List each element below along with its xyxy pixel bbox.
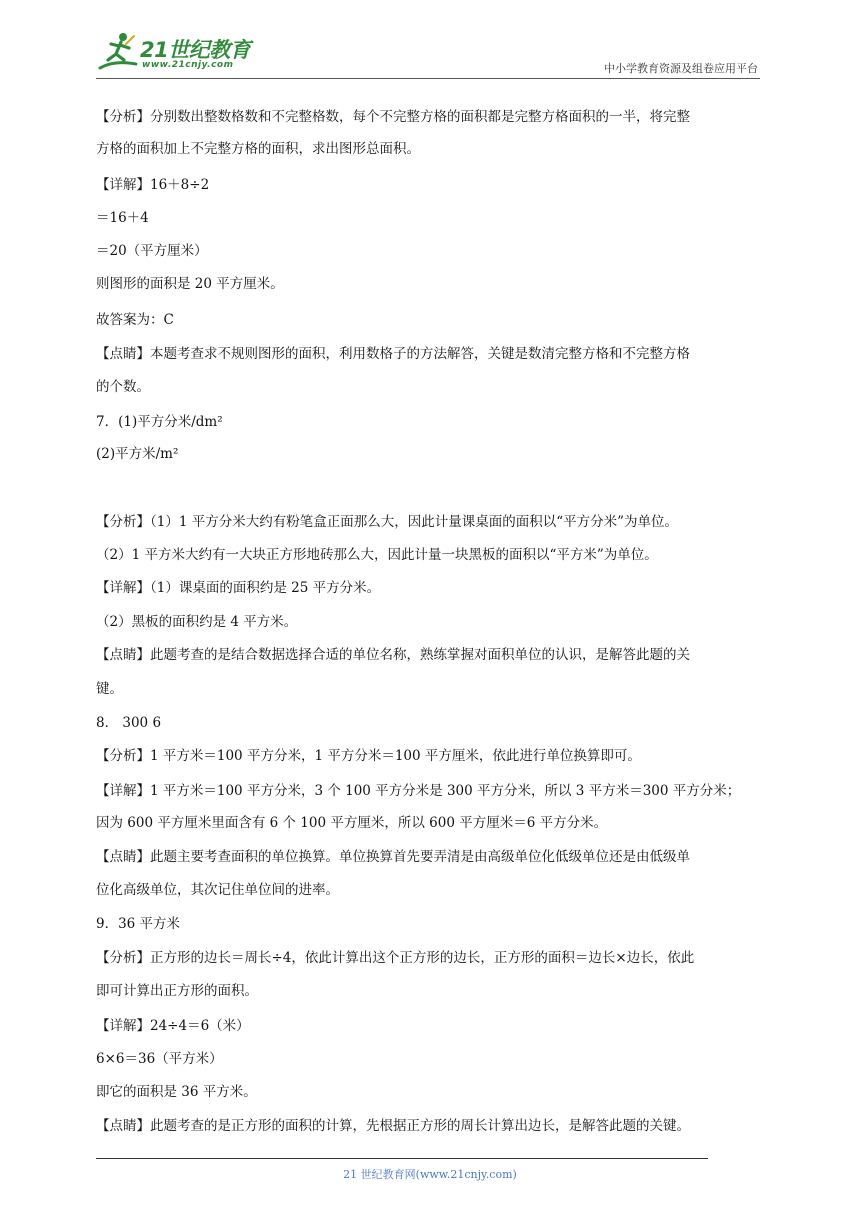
text-line: ＝20（平方厘米） bbox=[96, 243, 208, 259]
text-line: 【点睛】此题主要考查面积的单位换算。单位换算首先要弄清是由高级单位化低级单位还是由低级单 bbox=[96, 849, 690, 865]
text-line: 故答案为：C bbox=[96, 312, 174, 328]
page-footer[interactable]: 21 世纪教育网(www.21cnjy.com) bbox=[343, 1168, 517, 1181]
text-line: 【详解】16＋8÷2 bbox=[96, 177, 210, 193]
platform-title: 中小学教育资源及组卷应用平台 bbox=[604, 62, 758, 75]
text-line: 6×6＝36（平方米） bbox=[96, 1051, 223, 1067]
text-line: 【详解】（1）课桌面的面积约是 25 平方分米。 bbox=[96, 580, 381, 596]
text-line: 【点睛】此题考查的是结合数据选择合适的单位名称，熟练掌握对面积单位的认识，是解答此题的关 bbox=[96, 647, 690, 663]
logo-brand-text: 21世纪教育 bbox=[140, 38, 251, 62]
text-line: （2）1 平方米大约有一大块正方形地砖那么大，因此计量一块黑板的面积以“平方米”为单位。 bbox=[96, 547, 658, 563]
page-header bbox=[96, 30, 760, 79]
text-line: 【详解】24÷4＝6（米） bbox=[96, 1018, 250, 1034]
text-line: 【详解】1 平方米＝100 平方分米，3 个 100 平方分米是 300 平方分米，所以 3 平方米＝300 平方分米； bbox=[96, 783, 741, 799]
logo-url-text: www.21cnjy.com bbox=[142, 60, 234, 70]
text-line: 【分析】（1）1 平方分米大约有粉笔盒正面那么大，因此计量课桌面的面积以“平方分米”为单位。 bbox=[96, 514, 679, 530]
text-line: 7．(1)平方分米/dm² bbox=[96, 414, 223, 430]
text-line: ＝16＋4 bbox=[96, 210, 149, 226]
text-line: 【分析】分别数出整数格数和不完整格数，每个不完整方格的面积都是完整方格面积的一半，将完整 bbox=[96, 109, 690, 125]
runner-icon bbox=[96, 30, 142, 74]
text-line: 位化高级单位，其次记住单位间的进率。 bbox=[96, 882, 339, 898]
text-line: 即可计算出正方形的面积。 bbox=[96, 983, 258, 999]
text-line: 因为 600 平方厘米里面含有 6 个 100 平方厘米，所以 600 平方厘米＝6 平方分米。 bbox=[96, 815, 608, 831]
text-line: 【点睛】此题考查的是正方形的面积的计算，先根据正方形的周长计算出边长，是解答此题的关键。 bbox=[96, 1118, 690, 1134]
text-line: 则图形的面积是 20 平方厘米。 bbox=[96, 276, 284, 292]
text-line: (2)平方米/m² bbox=[96, 446, 179, 462]
text-line: 即它的面积是 36 平方米。 bbox=[96, 1084, 257, 1100]
text-line: 8． 300 6 bbox=[96, 715, 162, 731]
text-line: 键。 bbox=[96, 681, 123, 697]
footer-divider bbox=[96, 1158, 708, 1159]
text-line: 【分析】正方形的边长＝周长÷4，依此计算出这个正方形的边长，正方形的面积＝边长×边长，依此 bbox=[96, 950, 695, 966]
text-line: （2）黑板的面积约是 4 平方米。 bbox=[96, 614, 298, 630]
text-line: 的个数。 bbox=[96, 379, 150, 395]
text-line: 【点睛】本题考查求不规则图形的面积，利用数格子的方法解答，关键是数清完整方格和不完整方格 bbox=[96, 346, 690, 362]
text-line: 方格的面积加上不完整方格的面积，求出图形总面积。 bbox=[96, 141, 420, 157]
site-logo[interactable] bbox=[96, 30, 256, 76]
text-line: 9．36 平方米 bbox=[96, 916, 181, 932]
text-line: 【分析】1 平方米＝100 平方分米，1 平方分米＝100 平方厘米，依此进行单位换算即可。 bbox=[96, 748, 641, 764]
